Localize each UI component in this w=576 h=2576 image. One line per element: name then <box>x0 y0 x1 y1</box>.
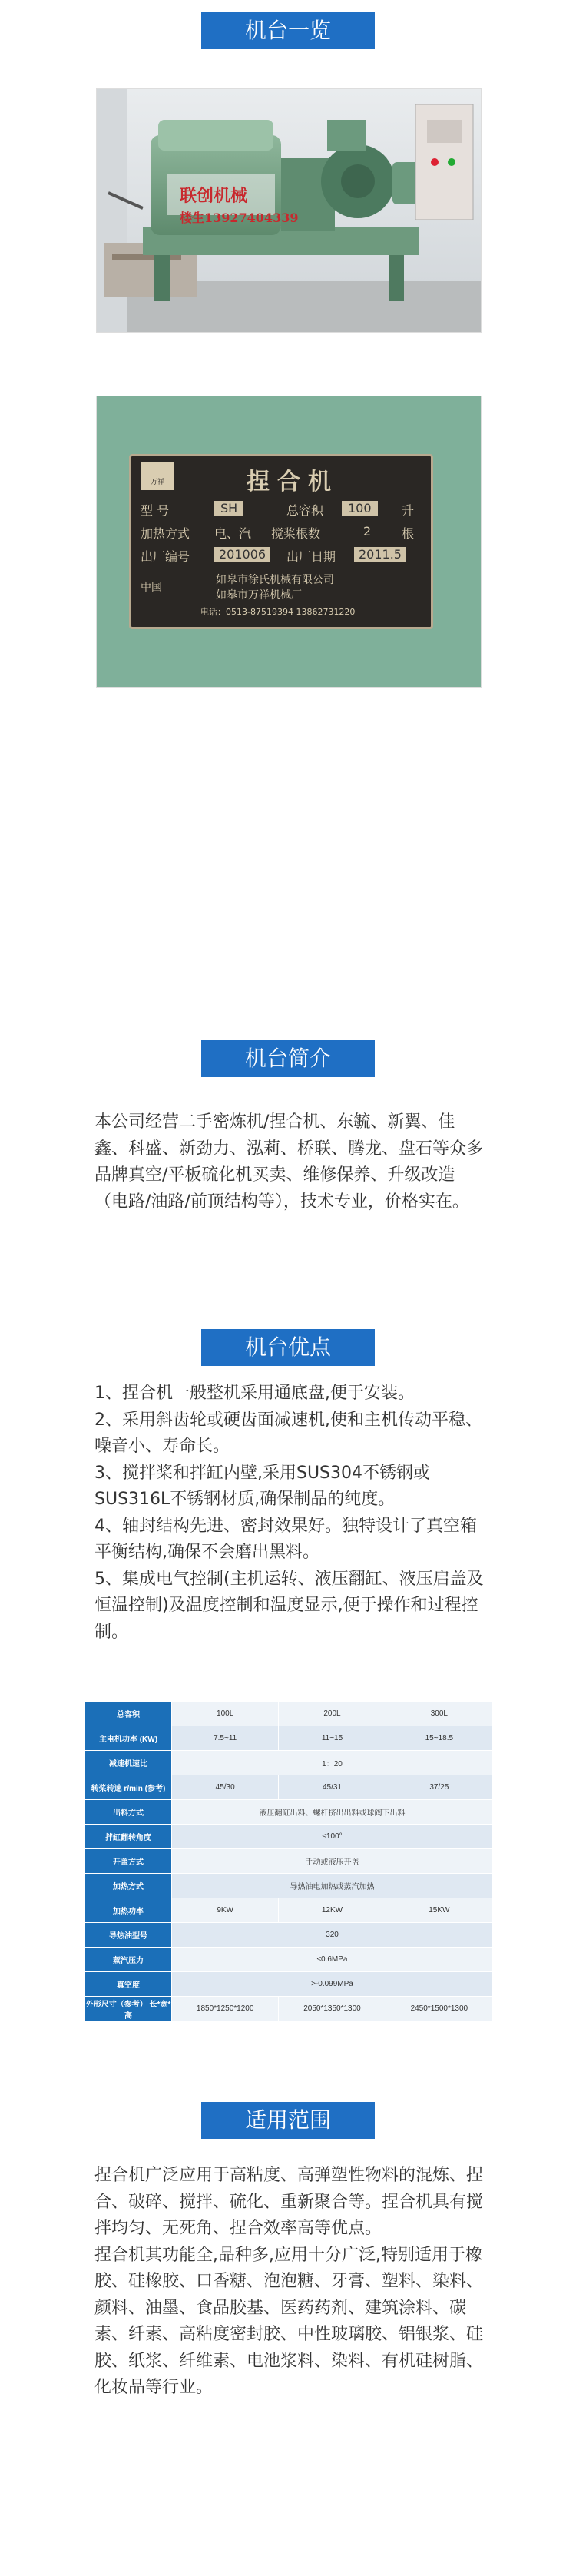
section-title-scope: 适用范围 <box>201 2102 375 2139</box>
blades-value: 2 <box>363 524 372 539</box>
table-cell: 11~15 <box>279 1726 386 1751</box>
table-cell: 320 <box>172 1923 493 1948</box>
table-row <box>85 1775 493 1800</box>
section-title-intro: 机台简介 <box>201 1040 375 1077</box>
table-row <box>85 1726 493 1751</box>
blades-label: 搅桨根数 <box>271 526 321 541</box>
intro-paragraph <box>94 1109 486 1215</box>
row-label: 转桨转速 r/min (参考) <box>85 1775 172 1800</box>
nameplate-country: 中国 <box>141 582 162 594</box>
table-cell: 液压翻缸出料、螺杆挤出出料或球阀下出料 <box>172 1800 493 1825</box>
table-cell: 100L <box>172 1702 279 1726</box>
table-cell: 45/30 <box>172 1775 279 1800</box>
table-cell: 300L <box>386 1702 492 1726</box>
date-value: 2011.5 <box>354 547 406 562</box>
heating-value: 电、汽 <box>214 526 252 541</box>
scope-paragraph: 捏合机广泛应用于高粘度、高弹塑性物料的混炼、捏合、破碎、搅拌、硫化、重新聚合等。捏合机具有搅拌均匀、无死角、捏合效率高等优点。 <box>94 2166 484 2238</box>
nameplate <box>129 454 433 629</box>
row-label: 拌缸翻转角度 <box>85 1825 172 1849</box>
nameplate-maker-2: 如皋市万祥机械厂 <box>216 589 302 602</box>
table-row <box>85 1923 493 1948</box>
table-cell: 9KW <box>172 1898 279 1923</box>
row-label: 蒸汽压力 <box>85 1948 172 1972</box>
table-row <box>85 1751 493 1775</box>
logo-text: 万祥 <box>150 479 164 486</box>
nameplate-logo <box>141 462 174 490</box>
table-cell: ≤100° <box>172 1825 493 1849</box>
section-title-advantages: 机台优点 <box>201 1329 375 1366</box>
row-label: 外形尺寸（参考） 长*宽*高 <box>85 1997 172 2021</box>
table-cell: 7.5~11 <box>172 1726 279 1751</box>
table-cell: 导热油电加热或蒸汽加热 <box>172 1874 493 1898</box>
capacity-unit: 升 <box>402 503 415 518</box>
row-label: 真空度 <box>85 1972 172 1997</box>
row-label: 加热方式 <box>85 1874 172 1898</box>
table-row <box>85 1800 493 1825</box>
nameplate-maker-1: 如皋市徐氏机械有限公司 <box>216 574 334 586</box>
capacity-value: 100 <box>342 501 378 516</box>
advantages-list <box>94 1381 486 1646</box>
spec-table <box>84 1701 493 2021</box>
table-row <box>85 1972 493 1997</box>
table-cell: ≤0.6MPa <box>172 1948 493 1972</box>
advantage-item: 2、采用斜齿轮或硬齿面减速机,使和主机传动平稳、噪音小、寿命长。 <box>94 1410 482 1456</box>
table-cell: 15~18.5 <box>386 1726 492 1751</box>
model-value: SH <box>214 501 243 516</box>
table-cell: 手动或液压开盖 <box>172 1849 493 1874</box>
serial-value: 201006 <box>214 547 270 562</box>
table-row <box>85 1898 493 1923</box>
section-title-overview: 机台一览 <box>201 12 375 49</box>
table-cell: 12KW <box>279 1898 386 1923</box>
row-label: 主电机功率 (KW) <box>85 1726 172 1751</box>
table-row <box>85 1948 493 1972</box>
row-label: 加热功率 <box>85 1898 172 1923</box>
row-label: 开盖方式 <box>85 1849 172 1874</box>
row-label: 总容积 <box>85 1702 172 1726</box>
model-label: 型 号 <box>141 503 170 518</box>
table-cell: 37/25 <box>386 1775 492 1800</box>
table-cell: 2050*1350*1300 <box>279 1997 386 2021</box>
table-row <box>85 1702 493 1726</box>
blades-unit: 根 <box>402 526 415 541</box>
date-label: 出厂日期 <box>286 549 336 564</box>
table-cell: 45/31 <box>279 1775 386 1800</box>
advantage-item: 5、集成电气控制(主机运转、液压翻缸、液压启盖及恒温控制)及温度控制和温度显示,便于操作和过程控制。 <box>94 1569 484 1642</box>
nameplate-photo <box>96 396 482 688</box>
table-cell: 1：20 <box>172 1751 493 1775</box>
advantage-item: 3、搅拌桨和拌缸内壁,采用SUS304不锈钢或SUS316L不锈钢材质,确保制品的纯度。 <box>94 1463 431 1509</box>
table-row <box>85 1825 493 1849</box>
table-cell: 2450*1500*1300 <box>386 1997 492 2021</box>
table-cell: 200L <box>279 1702 386 1726</box>
table-cell: 1850*1250*1200 <box>172 1997 279 2021</box>
machine-label-2: 楼生13927404339 <box>180 211 299 225</box>
intro-text: 本公司经营二手密炼机/捏合机、东毓、新翼、佳鑫、科盛、新劲力、泓莉、桥联、腾龙、盘石等众多品牌真空/平板硫化机买卖、维修保养、升级改造（电路/油路/前顶结构等），技术专业，价格实在。 <box>94 1112 484 1212</box>
table-cell: >-0.099MPa <box>172 1972 493 1997</box>
scope-paragraph: 捏合机其功能全,品种多,应用十分广泛,特别适用于橡胶、硅橡胶、口香糖、泡泡糖、牙膏、塑料、染料、颜料、油墨、食品胶基、医药药剂、建筑涂料、碳素、纤素、高粘度密封胶、中性玻璃胶、铝银浆、硅胶、纸浆、纤维素、电池浆料、染料、有机硅树脂、化妆品等行业。 <box>94 2245 484 2397</box>
heating-label: 加热方式 <box>141 526 190 541</box>
nameplate-phone: 电话：0513-87519394 13862731220 <box>200 607 356 617</box>
capacity-label: 总容积 <box>286 503 324 518</box>
table-row <box>85 1874 493 1898</box>
nameplate-title: 捏合机 <box>247 469 339 496</box>
advantage-item: 4、轴封结构先进、密封效果好。独特设计了真空箱平衡结构,确保不会磨出黑料。 <box>94 1516 477 1562</box>
table-row <box>85 1997 493 2021</box>
row-label: 出料方式 <box>85 1800 172 1825</box>
machine-photo <box>96 88 482 333</box>
table-row <box>85 1849 493 1874</box>
row-label: 减速机速比 <box>85 1751 172 1775</box>
scope-paragraphs <box>94 2163 486 2402</box>
row-label: 导热油型号 <box>85 1923 172 1948</box>
advantage-item: 1、捏合机一般整机采用通底盘,便于安装。 <box>94 1384 415 1403</box>
table-cell: 15KW <box>386 1898 492 1923</box>
serial-label: 出厂编号 <box>141 549 190 564</box>
machine-label-1: 联创机械 <box>180 186 248 206</box>
